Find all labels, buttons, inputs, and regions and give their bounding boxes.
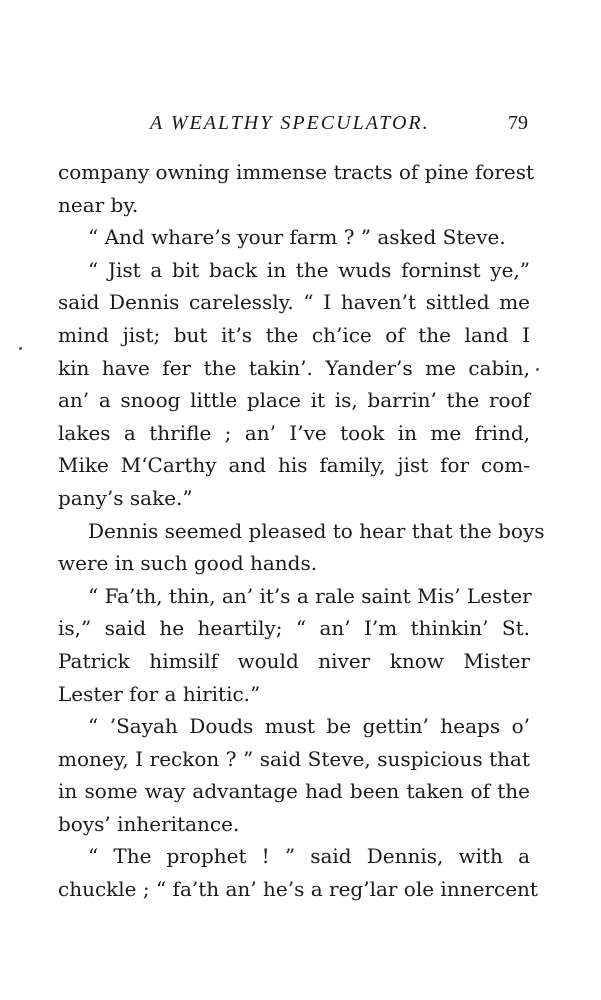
running-head (58, 112, 528, 142)
text-line: “ And whare’s your farm ? ” asked Steve. (88, 225, 506, 250)
text-line: boys’ inheritance. (58, 811, 240, 836)
body-text (58, 156, 545, 906)
text-line: “ The prophet ! ” said Dennis, with a (88, 844, 530, 869)
running-title: A WEALTHY SPECULATOR. (150, 112, 430, 134)
text-line: Dennis seemed pleased to hear that the boys (88, 518, 545, 543)
text-line: Mike M‘Carthy and his family, jist for com- (58, 453, 530, 478)
text-line: said Dennis carelessly. “ I haven’t sittled me (58, 290, 530, 315)
text-line: near by. (58, 192, 139, 217)
margin-speck (19, 347, 22, 350)
text-line: in some way advantage had been taken of the (58, 779, 530, 804)
text-line: kin have fer the takin’. Yander’s me cabin, (58, 355, 530, 380)
text-line: an’ a snoog little place it is, barrin’ the roof (58, 388, 530, 413)
text-line: “ Jist a bit back in the wuds forninst ye,” (88, 257, 530, 282)
text-line: were in such good hands. (58, 551, 318, 576)
text-line: Lester for a hiritic.” (58, 681, 261, 706)
text-line: “ ’Sayah Douds must be gettin’ heaps o’ (88, 714, 530, 739)
text-line: pany’s sake.” (58, 485, 193, 510)
margin-speck (536, 368, 539, 371)
text-line: Patrick himsilf would niver know Mister (58, 648, 530, 673)
text-line: is,” said he heartily; “ an’ I’m thinkin’ St. (58, 616, 530, 641)
text-line: company owning immense tracts of pine forest (58, 160, 535, 184)
text-line: mind jist; but it’s the ch’ice of the land I (58, 322, 530, 347)
text-line: lakes a thrifle ; an’ I’ve took in me frind, (58, 420, 530, 445)
text-line: chuckle ; “ fa’th an’ he’s a reg’lar ole innercent (58, 877, 538, 902)
text-line: money, I reckon ? ” said Steve, suspicious that (58, 746, 530, 771)
text-line: “ Fa’th, thin, an’ it’s a rale saint Mis’ Lester (88, 583, 532, 608)
page-number: 79 (508, 112, 528, 134)
